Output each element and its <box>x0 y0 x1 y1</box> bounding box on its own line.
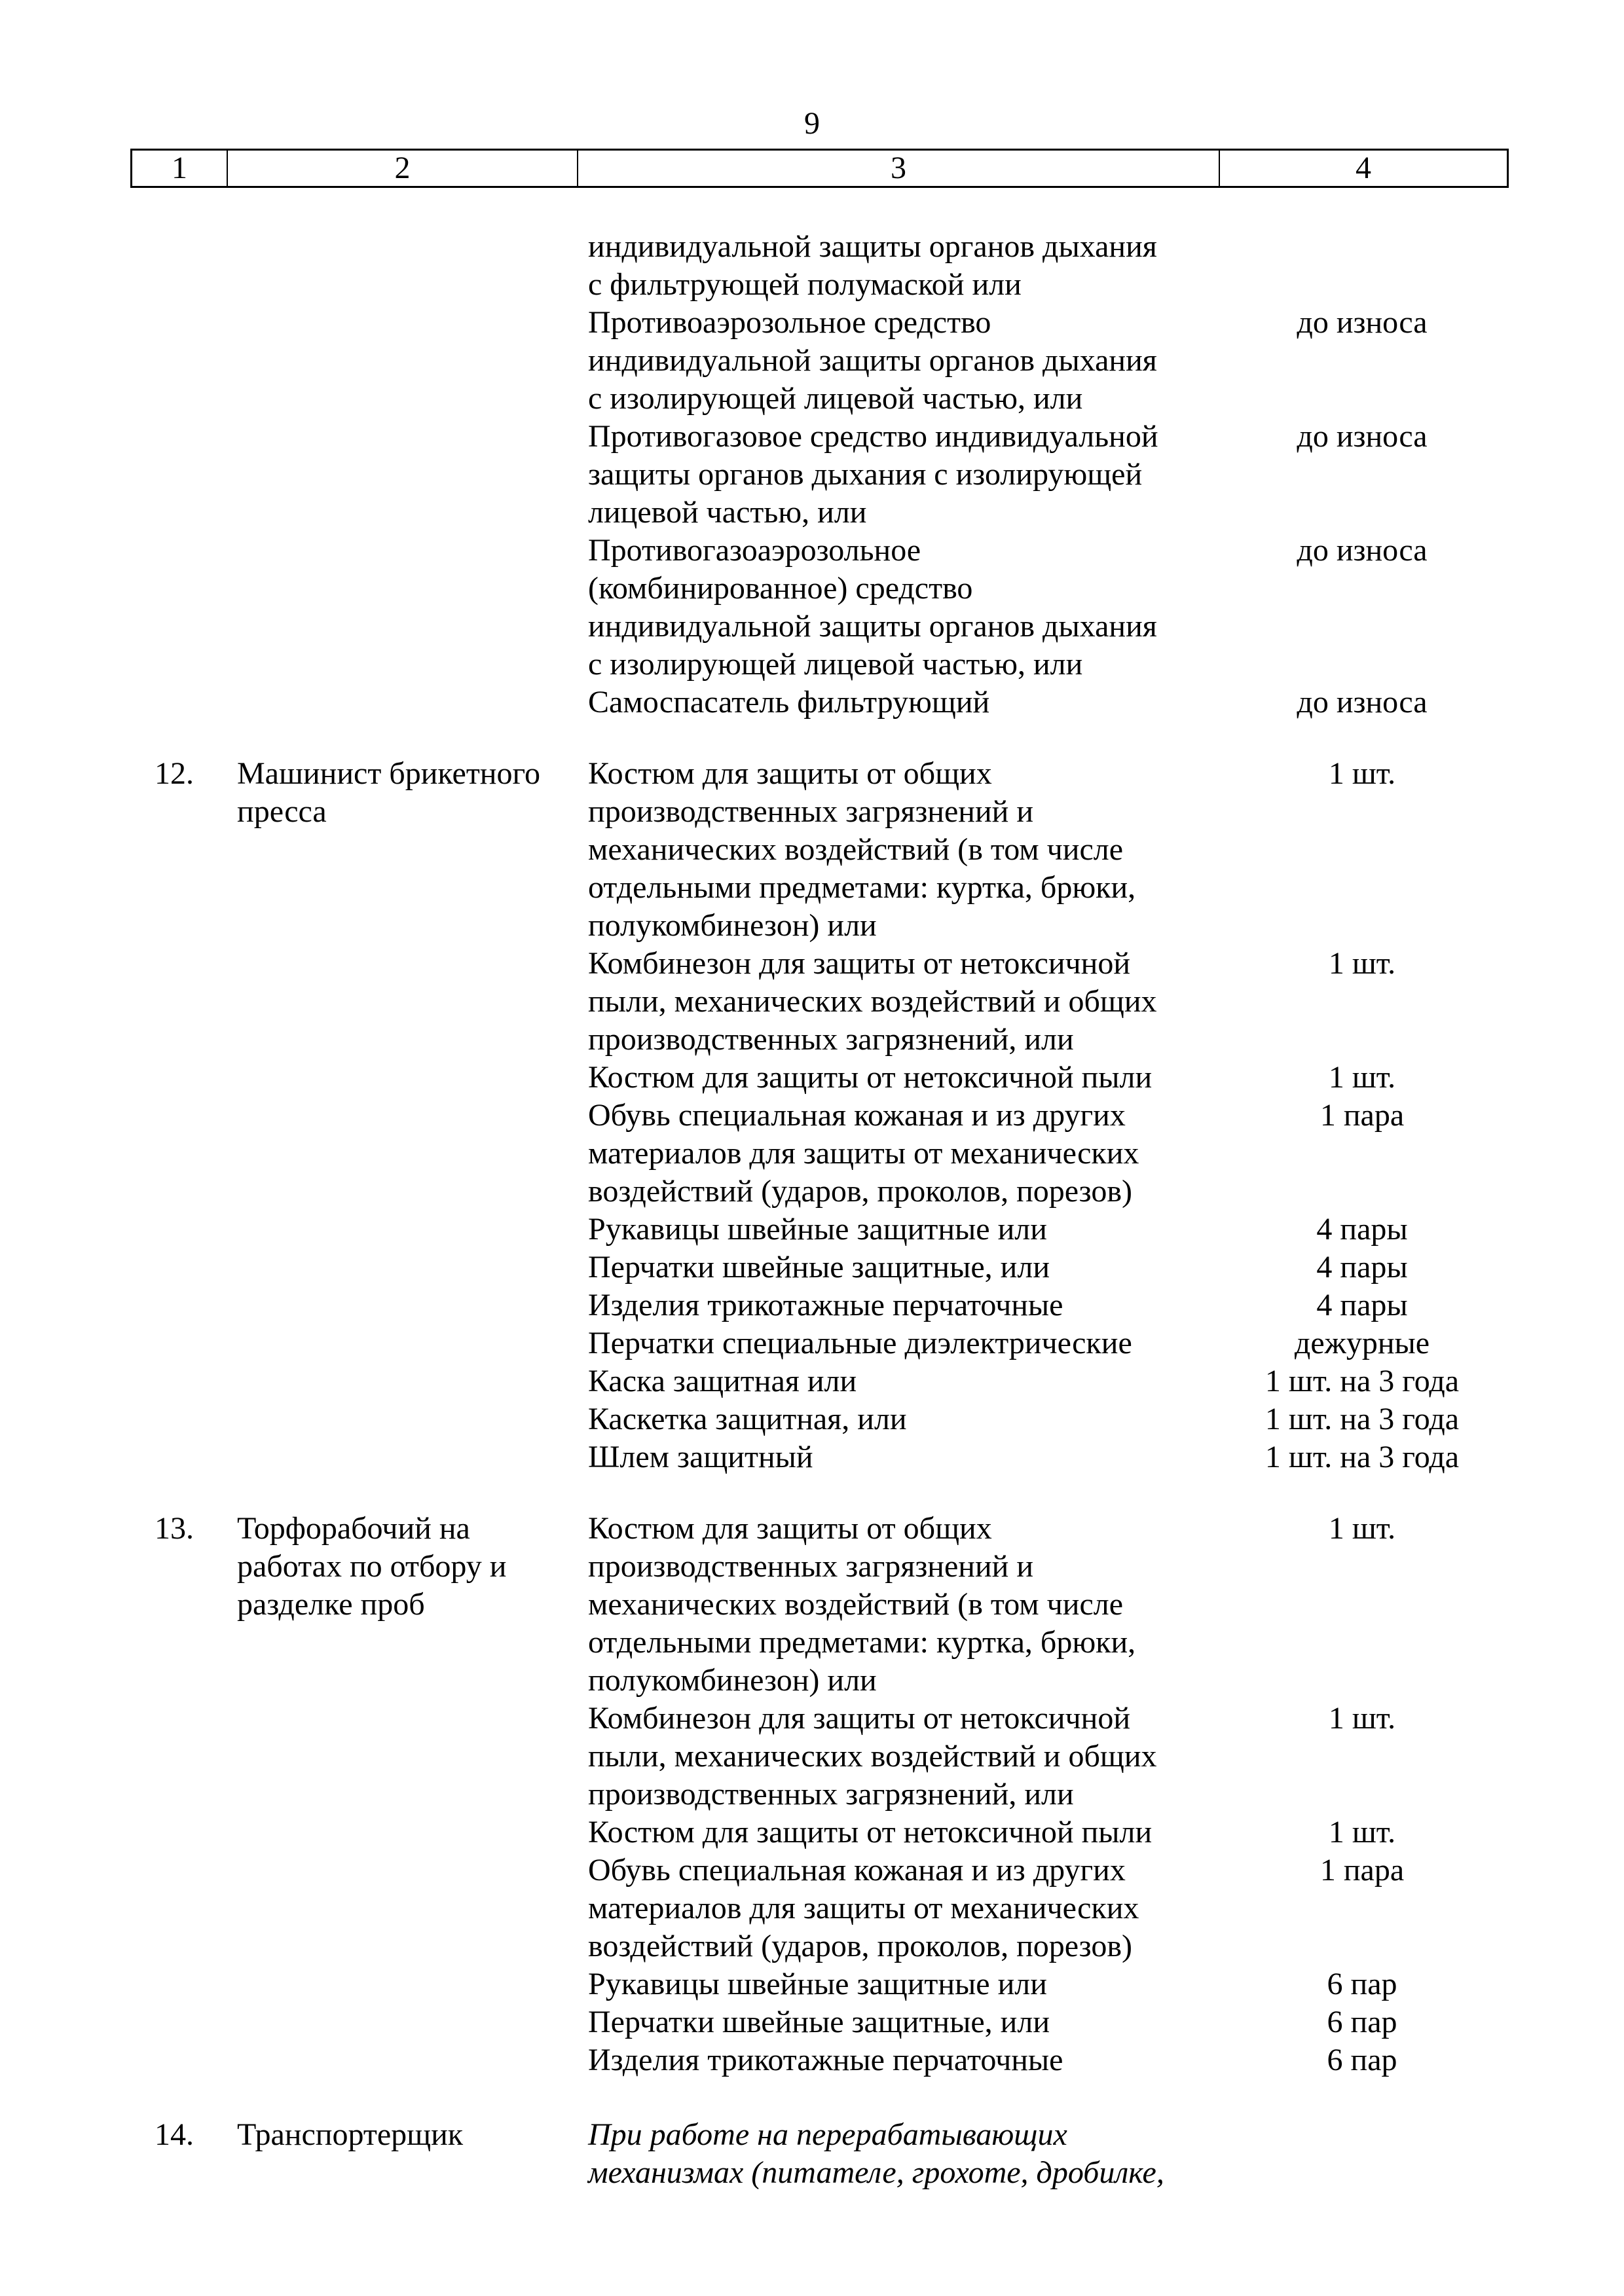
item-text-line: Комбинезон для защиты от нетоксичной <box>588 1701 1131 1736</box>
norm-spacer <box>1218 646 1506 683</box>
item-text-line: Перчатки швейные защитные, или <box>588 2005 1050 2039</box>
item-norm: 6 пар <box>1327 2005 1397 2039</box>
item-norm: 1 пара <box>1320 1098 1405 1133</box>
profession-name-line: пресса <box>237 794 327 829</box>
item-text-line: Обувь специальная кожаная и из других <box>588 1098 1126 1133</box>
item-text-line: Шлем защитный <box>588 1440 813 1474</box>
item-text-line: Противогазоаэрозольное <box>588 533 921 568</box>
item-text-line: воздействий (ударов, проколов, порезов) <box>588 1174 1132 1209</box>
row-number: 12. <box>155 756 194 791</box>
norm-list <box>1218 755 1506 1476</box>
norm-spacer <box>1218 494 1506 532</box>
item-text-line: полукомбинезон) или <box>588 908 877 943</box>
norm-spacer <box>1218 1624 1506 1662</box>
norm-list <box>1218 228 1506 721</box>
profession-name-line: разделке проб <box>237 1587 425 1622</box>
item-text-line: Каскетка защитная, или <box>588 1402 907 1436</box>
column-header-2: 2 <box>228 151 578 186</box>
row-number: 14. <box>155 2117 194 2152</box>
item-text-line: индивидуальной защиты органов дыхания <box>588 229 1157 264</box>
norm-spacer <box>1218 793 1506 831</box>
item-norm: 1 пара <box>1320 1853 1405 1887</box>
item-text-line: отдельными предметами: куртка, брюки, <box>588 870 1136 905</box>
item-list <box>588 2116 1243 2192</box>
norm-spacer <box>1218 1021 1506 1059</box>
item-norm: до износа <box>1297 685 1428 720</box>
item-norm: 4 пары <box>1316 1288 1408 1322</box>
item-text-line: Противоаэрозольное средство <box>588 305 991 340</box>
item-norm: 1 шт. на 3 года <box>1264 1402 1460 1436</box>
item-norm: 4 пары <box>1316 1250 1408 1285</box>
item-text-line: лицевой частью, или <box>588 495 867 530</box>
item-text-line: При работе на перерабатывающих <box>588 2117 1067 2152</box>
profession-name-line: работах по отбору и <box>237 1549 507 1584</box>
norm-spacer <box>1218 1548 1506 1586</box>
profession-name-line: Транспортерщик <box>237 2117 464 2152</box>
item-list <box>588 1510 1243 2079</box>
item-text-line: производственных загрязнений и <box>588 794 1034 829</box>
item-text-line: Костюм для защиты от нетоксичной пыли <box>588 1815 1153 1850</box>
item-text-line: механизмах (питателе, грохоте, дробилке, <box>588 2155 1164 2190</box>
norm-spacer <box>1218 570 1506 608</box>
norm-spacer <box>1218 456 1506 494</box>
item-text-line: материалов для защиты от механических <box>588 1891 1139 1925</box>
profession-name <box>237 1510 578 1624</box>
item-text-line: защиты органов дыхания с изолирующей <box>588 457 1143 492</box>
item-text-line: Противогазовое средство индивидуальной <box>588 419 1158 454</box>
column-header-3: 3 <box>578 151 1220 186</box>
norm-spacer <box>1218 907 1506 945</box>
item-text-line: материалов для защиты от механических <box>588 1136 1139 1171</box>
item-text-line: воздействий (ударов, проколов, порезов) <box>588 1929 1132 1963</box>
item-norm: 1 шт. <box>1328 1060 1396 1095</box>
profession-name <box>237 755 578 831</box>
item-norm: 4 пары <box>1316 1212 1408 1247</box>
item-norm: до износа <box>1297 533 1428 568</box>
norm-spacer <box>1218 342 1506 380</box>
item-norm: дежурные <box>1294 1326 1430 1360</box>
norm-list <box>1218 2116 1506 2192</box>
column-header-1: 1 <box>132 151 228 186</box>
column-header-row <box>130 149 1509 188</box>
page-number: 9 <box>804 106 820 141</box>
item-text-line: Костюм для защиты от общих <box>588 1511 992 1546</box>
norm-spacer <box>1218 1738 1506 1776</box>
item-text-line: с фильтрующей полумаской или <box>588 267 1022 302</box>
item-text-line: Перчатки специальные диэлектрические <box>588 1326 1132 1360</box>
norm-spacer <box>1218 2154 1506 2192</box>
item-text-line: Перчатки швейные защитные, или <box>588 1250 1050 1285</box>
item-text-line: Изделия трикотажные перчаточные <box>588 1288 1063 1322</box>
column-header-4: 4 <box>1356 151 1371 185</box>
item-text-line: механических воздействий (в том числе <box>588 832 1124 867</box>
norm-spacer <box>1218 831 1506 869</box>
item-norm: 6 пар <box>1327 1967 1397 2001</box>
item-text-line: Изделия трикотажные перчаточные <box>588 2043 1063 2077</box>
item-norm: 1 шт. <box>1328 756 1396 791</box>
item-norm: до износа <box>1297 419 1428 454</box>
item-text-line: пыли, механических воздействий и общих <box>588 1739 1157 1774</box>
item-text-line: Комбинезон для защиты от нетоксичной <box>588 946 1131 981</box>
item-text-line: Костюм для защиты от общих <box>588 756 992 791</box>
item-text-line: с изолирующей лицевой частью, или <box>588 647 1083 682</box>
norm-spacer <box>1218 1889 1506 1927</box>
item-text-line: отдельными предметами: куртка, брюки, <box>588 1625 1136 1660</box>
item-text-line: (комбинированное) средство <box>588 571 973 606</box>
item-text-line: Каска защитная или <box>588 1364 857 1398</box>
item-text-line: индивидуальной защиты органов дыхания <box>588 343 1157 378</box>
norm-spacer <box>1218 869 1506 907</box>
row-number: 13. <box>155 1511 194 1546</box>
item-norm <box>1218 228 1506 266</box>
item-text-line: Рукавицы швейные защитные или <box>588 1967 1047 2001</box>
item-text-line: Самоспасатель фильтрующий <box>588 685 990 720</box>
item-text-line: производственных загрязнений и <box>588 1549 1034 1584</box>
item-norm: 1 шт. <box>1328 1511 1396 1546</box>
item-text-line: полукомбинезон) или <box>588 1663 877 1698</box>
item-norm: 1 шт. <box>1328 1701 1396 1736</box>
profession-name <box>237 2116 578 2154</box>
item-text-line: Обувь специальная кожаная и из других <box>588 1853 1126 1887</box>
item-list <box>588 228 1243 721</box>
item-text-line: производственных загрязнений, или <box>588 1777 1074 1812</box>
norm-list <box>1218 1510 1506 2079</box>
norm-spacer <box>1218 1927 1506 1965</box>
item-text-line: производственных загрязнений, или <box>588 1022 1074 1057</box>
item-norm: 1 шт. <box>1328 1815 1396 1850</box>
norm-spacer <box>1218 608 1506 646</box>
item-text-line: механических воздействий (в том числе <box>588 1587 1124 1622</box>
item-norm: 6 пар <box>1327 2043 1397 2077</box>
item-text-line: индивидуальной защиты органов дыхания <box>588 609 1157 644</box>
norm-spacer <box>1218 266 1506 304</box>
norm-spacer <box>1218 1662 1506 1700</box>
norm-spacer <box>1218 1586 1506 1624</box>
item-text-line: Рукавицы швейные защитные или <box>588 1212 1047 1247</box>
item-text-line: пыли, механических воздействий и общих <box>588 984 1157 1019</box>
norm-spacer <box>1218 1135 1506 1173</box>
item-norm: 1 шт. на 3 года <box>1264 1364 1460 1398</box>
item-list <box>588 755 1243 1476</box>
item-norm: 1 шт. на 3 года <box>1264 1440 1460 1474</box>
norm-spacer <box>1218 1173 1506 1211</box>
norm-spacer <box>1218 983 1506 1021</box>
item-norm: до износа <box>1297 305 1428 340</box>
norm-spacer <box>1218 1776 1506 1813</box>
item-text-line: с изолирующей лицевой частью, или <box>588 381 1083 416</box>
norm-spacer <box>1218 380 1506 418</box>
profession-name-line: Машинист брикетного <box>237 756 540 791</box>
item-norm: 1 шт. <box>1328 946 1396 981</box>
item-text-line: Костюм для защиты от нетоксичной пыли <box>588 1060 1153 1095</box>
item-norm <box>1218 2116 1506 2154</box>
profession-name-line: Торфорабочий на <box>237 1511 470 1546</box>
